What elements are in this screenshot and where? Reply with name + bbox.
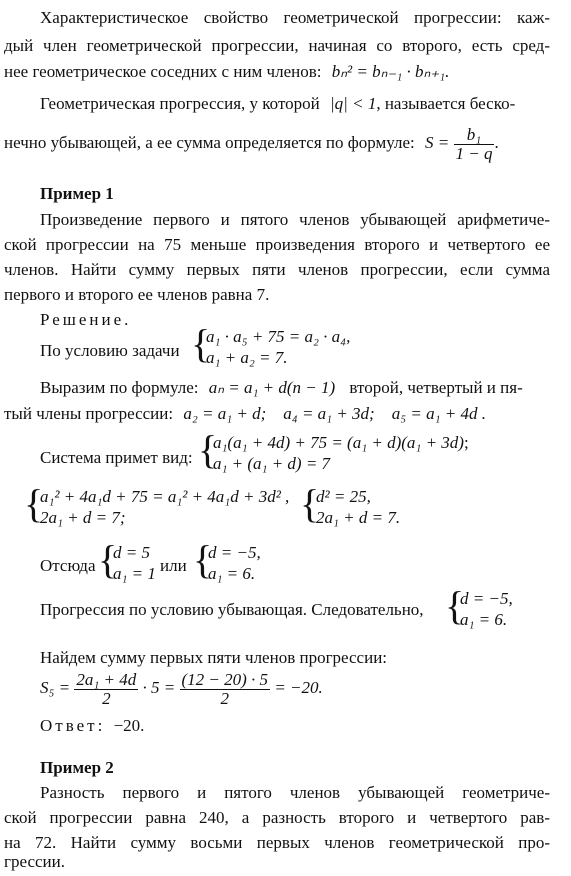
find-sum-text: Найдем сумму первых пяти членов прогрессии: bbox=[40, 648, 388, 667]
members-line bbox=[4, 404, 486, 424]
example-2-para-3: на 72. Найти сумму восьми первых членов геометрической про- bbox=[4, 833, 550, 852]
example-2-title: Пример 2 bbox=[40, 758, 114, 777]
decreasing-eq-1: d = −5, bbox=[460, 589, 513, 608]
answer-line bbox=[40, 716, 144, 736]
hence2-eq-2: a₁ = 6. bbox=[208, 564, 256, 583]
system-label: Система примет вид: bbox=[40, 448, 193, 467]
intro-line-4-text-a: Геометрическая прогрессия, у которой bbox=[40, 94, 320, 113]
decreasing-system bbox=[460, 588, 513, 630]
sum-fraction-2 bbox=[180, 671, 271, 708]
expanded2-eq-1: d² = 25, bbox=[316, 487, 371, 506]
or-label: или bbox=[160, 556, 187, 575]
expanded-system-2 bbox=[316, 486, 400, 528]
hence-brace-1: { bbox=[98, 537, 118, 582]
hence-brace-2: { bbox=[193, 537, 213, 582]
members-formula: a₂ = a₁ + d; a₄ = a₁ + 3d; a₅ = a₁ + 4d . bbox=[183, 404, 486, 423]
condition-eq-1: a₁ · a₅ + 75 = a₂ · a₄, bbox=[206, 327, 351, 346]
hence2-eq-1: d = −5, bbox=[208, 543, 261, 562]
sum-fraction-1 bbox=[74, 671, 138, 708]
hence-system-2 bbox=[208, 542, 261, 584]
sum-lhs: S₅ = bbox=[40, 678, 71, 697]
example-1-title: Пример 1 bbox=[40, 184, 114, 203]
characteristic-formula: bₙ² = bₙ₋₁ · bₙ₊₁. bbox=[331, 62, 450, 81]
members-text: тый члены прогрессии: bbox=[4, 404, 174, 423]
intro-line-3 bbox=[4, 62, 449, 82]
q-condition-formula: |q| < 1 bbox=[330, 94, 377, 113]
hence-system-1 bbox=[113, 542, 156, 584]
answer-label: Ответ: bbox=[40, 716, 106, 735]
solution-label: Решение. bbox=[40, 310, 132, 329]
intro-line-3-text: нее геометрическое соседних с ним членов: bbox=[4, 62, 322, 81]
decreasing-eq-2: a₁ = 6. bbox=[460, 610, 508, 629]
decreasing-brace: { bbox=[445, 583, 465, 628]
intro-line-4-text-b: , называется беско- bbox=[376, 94, 516, 113]
express-text-b: второй, четвертый и пя- bbox=[349, 378, 523, 397]
express-text-a: Выразим по формуле: bbox=[40, 378, 199, 397]
hence-eq-2: a₁ = 1 bbox=[113, 564, 156, 583]
example-1-para-4: первого и второго ее членов равна 7. bbox=[4, 285, 270, 304]
sum-formula-end: . bbox=[494, 133, 499, 152]
expanded-eq-2: 2a₁ + d = 7; bbox=[40, 508, 126, 527]
intro-line-5 bbox=[4, 124, 499, 163]
expanded-system-1 bbox=[40, 486, 289, 528]
sum-fraction-1-den: 2 bbox=[102, 688, 111, 708]
condition-brace: { bbox=[191, 321, 211, 366]
sum-formula-numerator: b₁ bbox=[454, 126, 495, 145]
system-eq-2: a₁ + (a₁ + d) = 7 bbox=[213, 454, 331, 473]
example-2-para-2: ской прогрессии равна 240, а разность второго и четвертого рав- bbox=[4, 808, 550, 827]
example-1-para-1: Произведение первого и пятого членов убывающей арифметиче- bbox=[40, 210, 550, 229]
sum-result: = −20. bbox=[274, 678, 323, 697]
example-2-para-1: Разность первого и пятого членов убывающей геометриче- bbox=[40, 783, 550, 802]
condition-label: По условию задачи bbox=[40, 341, 180, 360]
hence-label: Отсюда bbox=[40, 556, 96, 575]
expanded-eq-1: a₁² + 4a₁d + 75 = a₁² + 4a₁d + 3d² , bbox=[40, 487, 290, 506]
decreasing-text: Прогрессия по условию убывающая. Следовательно, bbox=[40, 600, 424, 619]
sum-formula-lhs: S = bbox=[425, 133, 450, 152]
example-2-para-4: грессии. bbox=[4, 852, 65, 871]
sum-fraction-1-num: 2a₁ + 4d bbox=[76, 669, 137, 689]
intro-line-4 bbox=[40, 94, 515, 114]
condition-system bbox=[206, 326, 350, 368]
condition-eq-2: a₁ + a₂ = 7. bbox=[206, 348, 288, 367]
intro-line-1: Характеристическое свойство геометрической прогрессии: каж- bbox=[40, 8, 550, 27]
sum-fraction-2-num: (12 − 20) · 5 bbox=[181, 669, 269, 689]
answer-value: −20. bbox=[113, 716, 145, 735]
general-term-formula: aₙ = a₁ + d(n − 1) bbox=[208, 378, 336, 397]
intro-line-2: дый член геометрической прогрессии, начиная со второго, есть сред- bbox=[4, 36, 550, 55]
sum-formula-fraction bbox=[454, 126, 495, 163]
sum-fraction-2-den: 2 bbox=[220, 688, 230, 708]
example-1-para-3: членов. Найти сумму первых пяти членов прогрессии, если сумма bbox=[4, 260, 550, 279]
system-brace: { bbox=[198, 427, 218, 472]
system-form bbox=[213, 432, 469, 474]
sum-formula-denominator: 1 − q bbox=[455, 143, 493, 163]
sum-mid: · 5 = bbox=[142, 678, 176, 697]
hence-eq-1: d = 5 bbox=[113, 543, 150, 562]
sum-calculation bbox=[40, 666, 323, 710]
expanded-brace-2: { bbox=[300, 481, 320, 526]
example-1-para-2: ской прогрессии на 75 меньше произведения второго и четвертого ее bbox=[4, 235, 550, 254]
expanded-brace-1: { bbox=[24, 481, 44, 526]
system-eq-1: a₁(a₁ + 4d) + 75 = (a₁ + d)(a₁ + 3d); bbox=[213, 433, 469, 452]
intro-line-5-text: нечно убывающей, а ее сумма определяется по формуле: bbox=[4, 133, 415, 152]
expanded2-eq-2: 2a₁ + d = 7. bbox=[316, 508, 401, 527]
express-line bbox=[40, 378, 550, 398]
